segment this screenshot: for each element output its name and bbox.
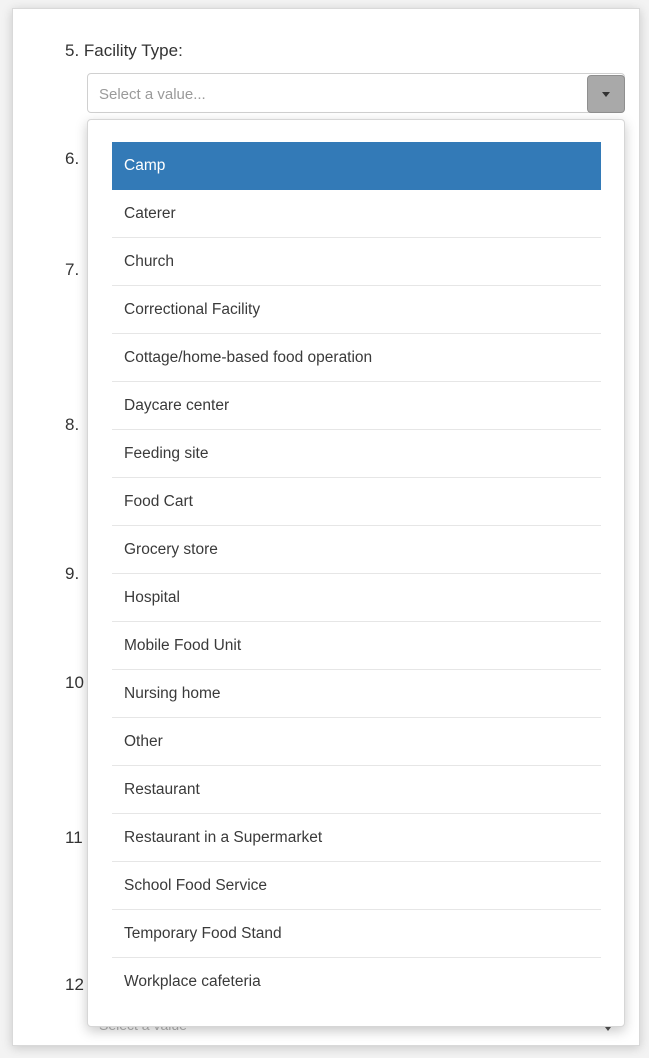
dropdown-toggle-button[interactable] (587, 75, 625, 113)
caret-down-icon (605, 1027, 611, 1031)
question-10-label: 10 (65, 673, 84, 692)
dropdown-option[interactable]: Grocery store (112, 526, 601, 574)
dropdown-option[interactable]: Hospital (112, 574, 601, 622)
question-9-label: 9. (65, 564, 80, 583)
dropdown-option[interactable]: Camp (112, 142, 601, 190)
dropdown-option[interactable]: Restaurant (112, 766, 601, 814)
facility-type-dropdown-menu (87, 119, 625, 1027)
question-12-label: 12 (65, 975, 84, 994)
dropdown-option[interactable]: Temporary Food Stand (112, 910, 601, 958)
dropdown-option[interactable]: Workplace cafeteria (124, 973, 261, 990)
dropdown-option[interactable]: Feeding site (112, 430, 601, 478)
dropdown-option[interactable]: School Food Service (112, 862, 601, 910)
dropdown-option[interactable]: Restaurant in a Supermarket (112, 814, 601, 862)
caret-down-icon (602, 92, 610, 97)
dropdown-options-list (112, 142, 601, 1005)
question-11-label: 11 (65, 828, 83, 847)
facility-type-label: 5. Facility Type: (65, 41, 183, 60)
dropdown-option[interactable]: Cottage/home-based food operation (112, 334, 601, 382)
dropdown-option[interactable]: Caterer (112, 190, 601, 238)
question-8-label: 8. (65, 415, 80, 434)
question-7-label: 7. (65, 260, 80, 279)
dropdown-option[interactable]: Church (112, 238, 601, 286)
form-window (12, 8, 640, 1046)
question-6-label: 6. (65, 149, 80, 168)
dropdown-option[interactable]: Correctional Facility (112, 286, 601, 334)
dropdown-option[interactable]: Food Cart (112, 478, 601, 526)
dropdown-option[interactable]: Nursing home (112, 670, 601, 718)
dropdown-option[interactable]: Mobile Food Unit (112, 622, 601, 670)
dropdown-option[interactable]: Daycare center (112, 382, 601, 430)
facility-type-select[interactable] (87, 73, 625, 113)
select-placeholder: Select a value... (99, 86, 206, 103)
dropdown-option[interactable]: Other (112, 718, 601, 766)
